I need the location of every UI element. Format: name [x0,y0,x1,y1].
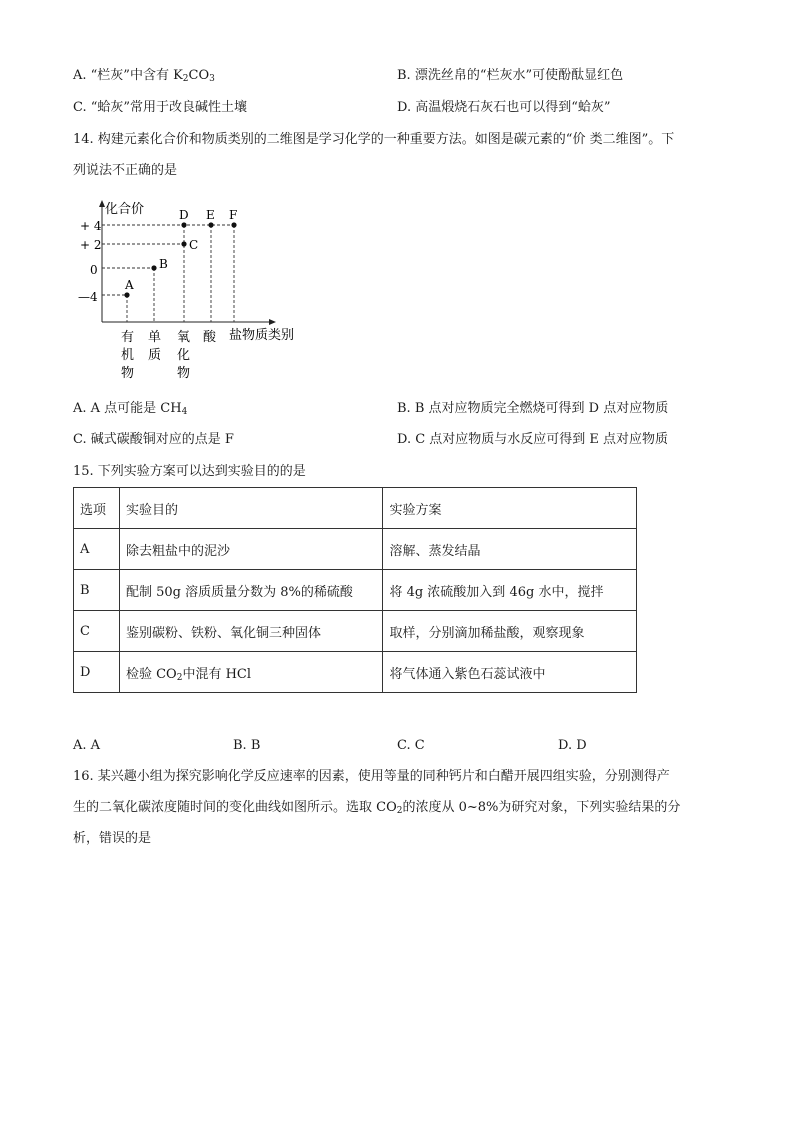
q15-answer-d: D. D [558,738,587,753]
dashed-guides [102,225,234,322]
x-category-char: 有 [121,330,135,345]
table-cell-option: D [74,652,120,693]
q16-line1: 16. 某兴趣小组为探究影响化学反应速率的因素，使用等量的同种钙片和白醋开展四组实验，分别测得产 [73,769,670,784]
q16-line3: 析，错误的是 [73,831,152,846]
table-cell-purpose: 检验 $CO_2$中混有 HCl [119,652,383,693]
point-label-b: B [159,257,168,271]
table-header-cell: 实验目的 [119,488,383,529]
q15-answer-c: C. C [397,738,425,753]
x-axis-arrow [269,319,276,325]
point-label-c: C [189,238,199,252]
q14-stem-line1: 14. 构建元素化合价和物质类别的二维图是学习化学的一种重要方法。如图是碳元素的“价 类二维图”。下 [73,132,675,147]
q13-option-a: A. “栏灰”中含有 $K_2CO_3$ [73,68,215,84]
table-cell-plan: 将 4g 浓硫酸加入到 46g 水中，搅拌 [383,570,637,611]
x-category-char: 机 [121,348,135,363]
table-header-cell: 选项 [74,488,120,529]
x-category-char: 物 [177,366,191,381]
table-cell-purpose: 除去粗盐中的泥沙 [119,529,383,570]
point-c [181,241,186,246]
x-category-labels [121,327,242,381]
table-row [74,611,637,652]
point-label-e: E [206,208,215,222]
table-cell-purpose: 鉴别碳粉、铁粉、氧化铜三种固体 [119,611,383,652]
table-row [74,570,637,611]
table-header-row [74,488,637,529]
x-category-char: 单 [148,330,162,345]
point-f [231,222,236,227]
x-category-char: 化 [177,348,191,363]
x-category-char: 氧 [177,330,191,345]
experiment-table [73,487,637,693]
table-cell-plan: 溶解、蒸发结晶 [383,529,637,570]
table-cell-option: C [74,611,120,652]
q15-answer-a: A. A [73,738,101,753]
table-cell-option: A [74,529,120,570]
q14-option-a: A. A 点可能是 $CH_4$ [73,401,188,417]
table-cell-purpose: 配制 50g 溶质质量分数为 8%的稀硫酸 [119,570,383,611]
y-tick-label: 0 [90,263,98,277]
table-cell-plan: 将气体通入紫色石蕊试液中 [383,652,637,693]
x-category-char: 盐 [229,328,243,343]
point-label-a: A [125,278,134,292]
data-points [124,222,236,297]
q13-option-b: B. 漂洗丝帛的“栏灰水”可使酚酞显红色 [397,68,624,83]
x-category-char: 物 [121,366,135,381]
y-tick-labels [78,219,102,304]
q13-option-d: D. 高温煅烧石灰石也可以得到“蛤灰” [397,100,611,115]
x-category-char: 质 [148,348,162,363]
table-row [74,529,637,570]
table-cell-plan: 取样，分别滴加稀盐酸，观察现象 [383,611,637,652]
table-row [74,652,637,693]
point-b [151,265,156,270]
q16-line2: 生的二氧化碳浓度随时间的变化曲线如图所示。选取 $CO_2$的浓度从 0~8%为研究对象，下列实验结果的分 [73,800,681,816]
y-axis-label: 化合价 [105,202,145,217]
point-d [181,222,186,227]
y-tick-label: + 2 [80,238,102,252]
q14-option-c: C. 碱式碳酸铜对应的点是 F [73,432,234,447]
x-axis-label: 物质类别 [242,328,295,343]
point-labels [124,208,237,292]
point-label-d: D [179,208,189,222]
table-cell-option: B [74,570,120,611]
q14-option-b: B. B 点对应物质完全燃烧可得到 D 点对应物质 [397,401,669,416]
q13-option-c: C. “蛤灰”常用于改良碱性土壤 [73,100,248,115]
q14-stem-line2: 列说法不正确的是 [73,163,178,178]
q14-option-d: D. C 点对应物质与水反应可得到 E 点对应物质 [397,432,669,447]
x-category-char: 酸 [203,330,217,345]
y-tick-label: —4 [78,290,98,304]
point-a [124,292,129,297]
valence-category-chart [70,198,310,388]
q15-stem: 15. 下列实验方案可以达到实验目的的是 [73,464,306,479]
q15-answer-b: B. B [233,738,261,753]
point-e [208,222,213,227]
table-header-cell: 实验方案 [383,488,637,529]
y-tick-label: + 4 [80,219,102,233]
point-label-f: F [229,208,238,222]
